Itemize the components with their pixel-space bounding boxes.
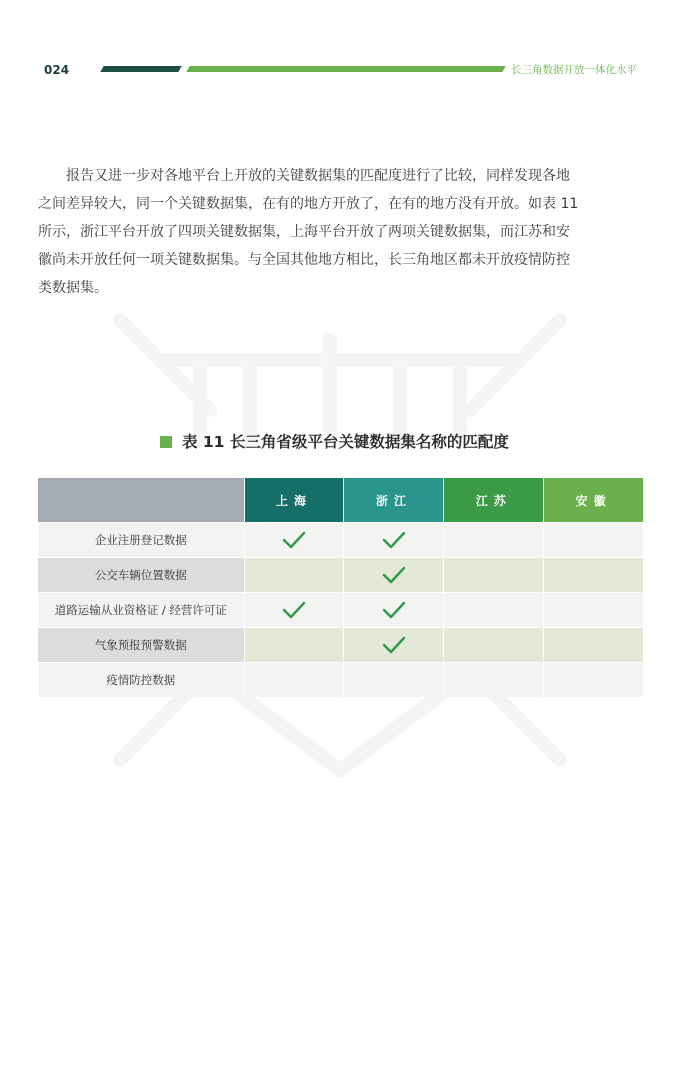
caption-square-icon (160, 436, 172, 448)
column-header-jiangsu: 江苏 (443, 478, 543, 522)
check-icon (382, 636, 406, 654)
match-cell (543, 628, 643, 662)
paragraph-line: 徽尚未开放任何一项关键数据集。与全国其他地方相比，长三角地区都未开放疫情防控 (38, 252, 570, 268)
match-cell (244, 628, 344, 662)
check-icon (382, 531, 406, 549)
match-cell (244, 593, 344, 627)
header-accent-bar-green (186, 66, 505, 72)
header-empty-cell (38, 478, 244, 522)
match-cell (343, 628, 443, 662)
match-cell (443, 523, 543, 557)
table-row (38, 557, 643, 592)
match-cell (543, 663, 643, 697)
header-accent-bar-dark (100, 66, 181, 72)
page-number: 024 (44, 63, 70, 77)
match-cell (343, 523, 443, 557)
column-header-shanghai: 上海 (244, 478, 344, 522)
check-icon (282, 601, 306, 619)
section-title: 长三角数据开放一体化水平 (511, 64, 637, 76)
table-title-text: 表 11 长三角省级平台关键数据集名称的匹配度 (182, 433, 509, 451)
check-icon (282, 531, 306, 549)
row-label: 疫情防控数据 (38, 663, 244, 697)
table-row (38, 662, 643, 697)
check-icon (382, 566, 406, 584)
row-label: 企业注册登记数据 (38, 523, 244, 557)
match-cell (343, 663, 443, 697)
table-header-row (38, 478, 643, 522)
table-caption (160, 430, 580, 452)
match-cell (543, 593, 643, 627)
table-row (38, 627, 643, 662)
row-label: 公交车辆位置数据 (38, 558, 244, 592)
match-cell (443, 593, 543, 627)
match-cell (443, 558, 543, 592)
match-cell (244, 663, 344, 697)
match-cell (443, 663, 543, 697)
match-cell (443, 628, 543, 662)
match-cell (244, 558, 344, 592)
match-cell (244, 523, 344, 557)
row-label: 道路运输从业资格证 / 经营许可证 (38, 593, 244, 627)
paragraph-line: 之间差异较大，同一个关键数据集，在有的地方开放了，在有的地方没有开放。如表 11 (38, 196, 579, 212)
match-cell (343, 558, 443, 592)
table-row (38, 592, 643, 627)
column-header-anhui: 安徽 (543, 478, 643, 522)
table-row (38, 522, 643, 557)
match-cell (343, 593, 443, 627)
matching-table (38, 478, 643, 697)
paragraph-line: 所示，浙江平台开放了四项关键数据集，上海平台开放了两项关键数据集，而江苏和安 (38, 224, 570, 240)
paragraph-line: 类数据集。 (38, 280, 108, 296)
table-body (38, 522, 643, 697)
body-paragraph (38, 162, 642, 302)
match-cell (543, 523, 643, 557)
paragraph-line: 报告又进一步对各地平台上开放的关键数据集的匹配度进行了比较，同样发现各地 (38, 168, 570, 184)
column-header-zhejiang: 浙江 (343, 478, 443, 522)
match-cell (543, 558, 643, 592)
check-icon (382, 601, 406, 619)
row-label: 气象预报预警数据 (38, 628, 244, 662)
